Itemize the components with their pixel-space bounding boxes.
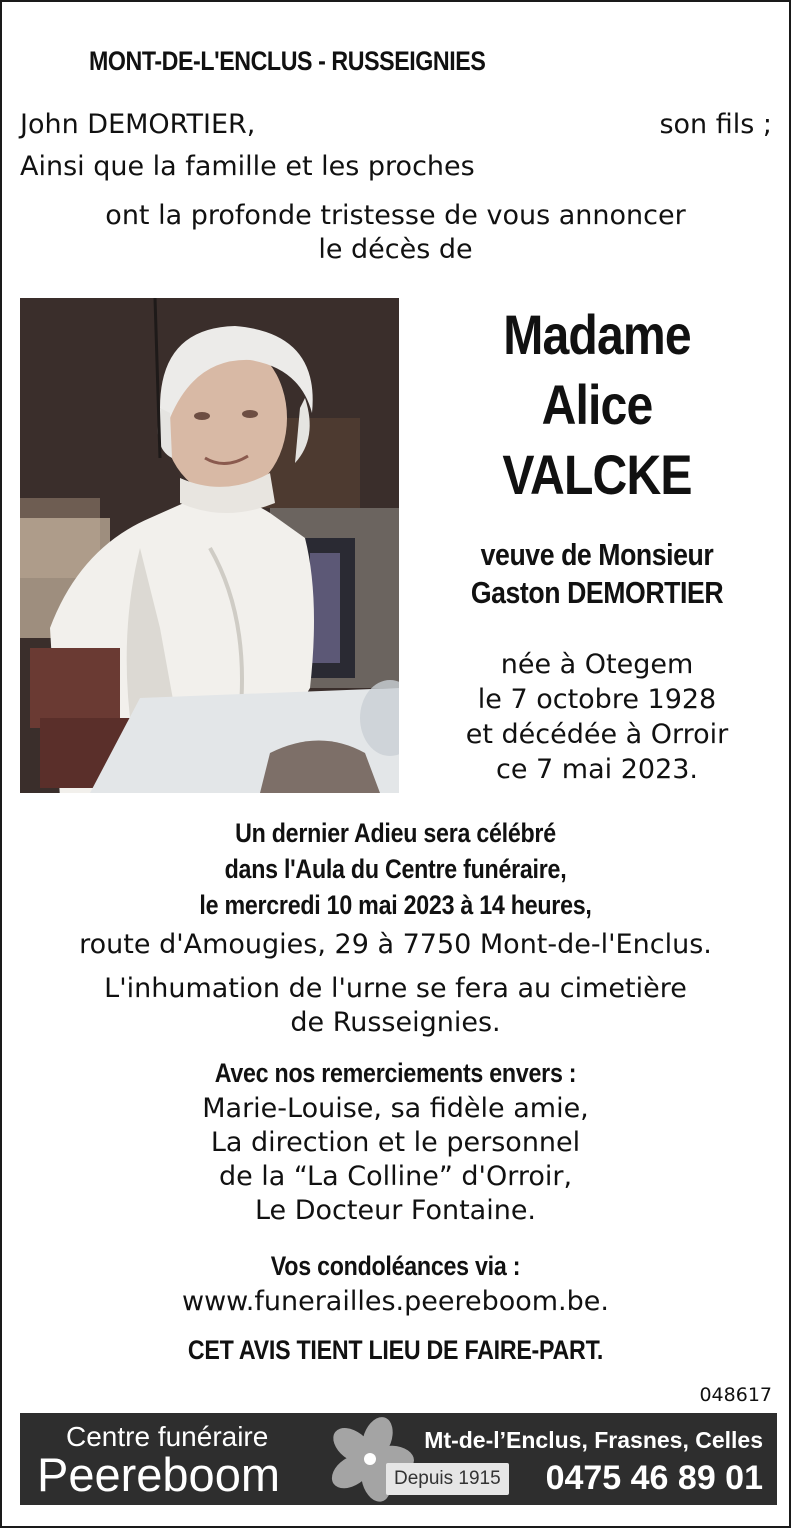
funeral-home-banner bbox=[20, 1413, 777, 1505]
thanks-item: Le Docteur Fontaine. bbox=[254, 1195, 537, 1226]
funeral-home-subtitle: Centre funéraire bbox=[66, 1421, 269, 1452]
birth-date: le 7 octobre 1928 bbox=[477, 684, 717, 715]
deceased-title: Madame bbox=[503, 303, 691, 366]
deceased-name-block bbox=[402, 300, 791, 510]
thanks-item: de la “La Colline” d'Orroir, bbox=[218, 1161, 573, 1192]
since-badge: Depuis 1915 bbox=[386, 1463, 509, 1495]
ceremony-line-2: dans l'Aula du Centre funéraire, bbox=[224, 854, 567, 884]
thanks-list bbox=[2, 1092, 789, 1228]
burial-line-2: de Russeignies. bbox=[290, 1007, 501, 1038]
thanks-title: Avec nos remerciements envers : bbox=[214, 1058, 577, 1088]
notice-text: CET AVIS TIENT LIEU DE FAIRE-PART. bbox=[187, 1335, 604, 1365]
condolences-title: Vos condoléances via : bbox=[270, 1251, 521, 1281]
thanks-item: Marie-Louise, sa fidèle amie, bbox=[202, 1093, 589, 1124]
widow-line-1: veuve de Monsieur bbox=[480, 537, 714, 572]
phone-number[interactable]: 0475 46 89 01 bbox=[545, 1459, 763, 1497]
announcement-line-2: le décès de bbox=[318, 234, 473, 265]
death-place: et décédée à Orroir bbox=[465, 719, 729, 750]
ceremony-block bbox=[2, 815, 789, 923]
announcement-line-1: ont la profonde tristesse de vous annoncer bbox=[105, 200, 686, 231]
birth-place: née à Otegem bbox=[500, 649, 694, 680]
deceased-first-name: Alice bbox=[541, 373, 653, 436]
funeral-home-name: Peereboom bbox=[37, 1448, 280, 1501]
burial-line-1: L'inhumation de l'urne se fera au cimetière bbox=[104, 973, 687, 1004]
funeral-home-locations: Mt-de-l’Enclus, Frasnes, Celles bbox=[424, 1427, 763, 1453]
family-others: Ainsi que la famille et les proches bbox=[20, 151, 475, 182]
portrait-photo bbox=[20, 298, 399, 793]
header-location: MONT-DE-L'ENCLUS - RUSSEIGNIES bbox=[89, 46, 486, 76]
birth-death-block bbox=[402, 647, 791, 787]
reference-number: 048617 bbox=[699, 1384, 772, 1406]
son-relation: son fils ; bbox=[659, 109, 772, 140]
ceremony-address: route d'Amougies, 29 à 7750 Mont-de-l'Enclus. bbox=[79, 929, 712, 960]
ceremony-line-3: le mercredi 10 mai 2023 à 14 heures, bbox=[199, 890, 592, 920]
ceremony-line-1: Un dernier Adieu sera célébré bbox=[235, 818, 556, 848]
death-date: ce 7 mai 2023. bbox=[495, 754, 699, 785]
portrait-illustration bbox=[20, 298, 399, 793]
widow-block bbox=[402, 536, 791, 612]
thanks-item: La direction et le personnel bbox=[210, 1127, 581, 1158]
condolences-url[interactable]: www.funerailles.peereboom.be. bbox=[182, 1286, 609, 1317]
son-name: John DEMORTIER, bbox=[20, 109, 256, 140]
deceased-last-name: VALCKE bbox=[502, 443, 692, 506]
widow-line-2: Gaston DEMORTIER bbox=[470, 575, 724, 610]
